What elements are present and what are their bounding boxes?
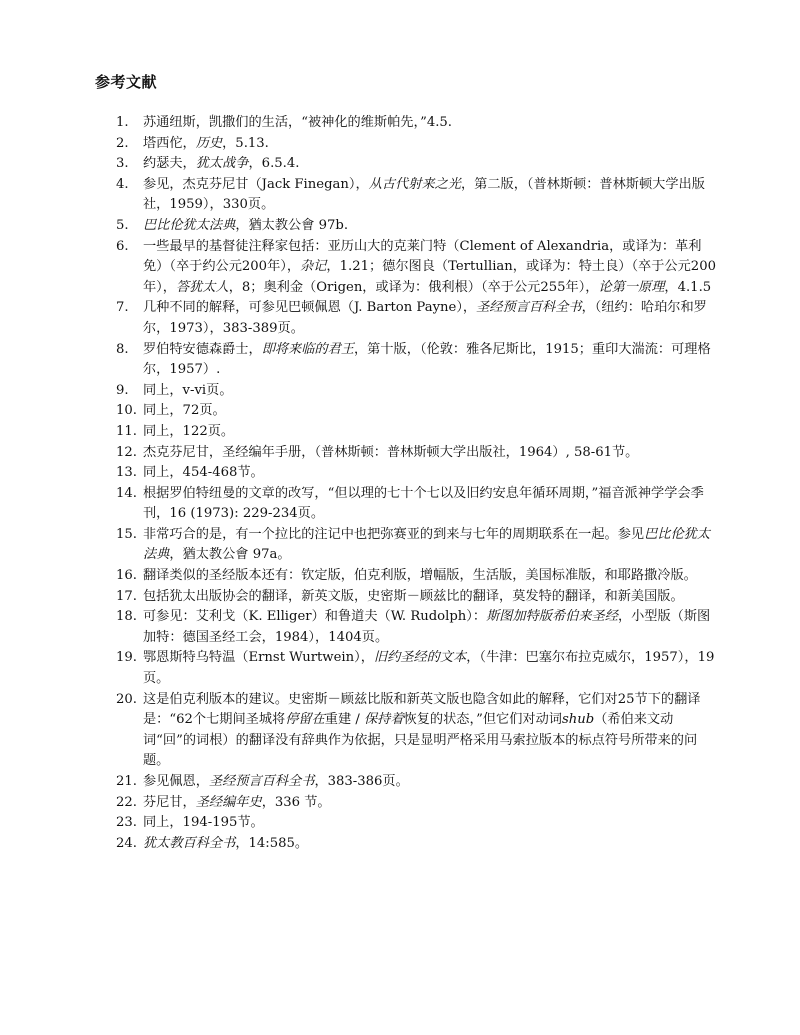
reference-entry	[116, 607, 716, 648]
reference-title-italic: 停留在	[285, 712, 325, 728]
reference-entry	[116, 587, 716, 608]
reference-text: 苏通纽斯，凯撒们的生活，“被神化的维斯帕先，”4.5.	[143, 115, 452, 130]
reference-number: 23.	[116, 815, 137, 831]
reference-number: 19.	[116, 650, 137, 666]
reference-text: ，猶太教公會 97a。	[169, 547, 291, 563]
reference-title-italic: 答犹太人	[175, 279, 229, 295]
reference-number: 16.	[116, 568, 137, 584]
reference-title-italic: 论第一原理	[598, 279, 665, 295]
reference-entry	[116, 422, 716, 443]
reference-text: 恢复的状态，”但它们对动词	[403, 712, 562, 728]
reference-entry	[116, 648, 716, 689]
reference-number: 14.	[116, 485, 137, 501]
reference-text: 杰克芬尼甘，圣经编年手册，（普林斯顿：普林斯顿大学出版社，1964）, 58-61节。	[143, 444, 639, 460]
reference-number: 2.	[116, 135, 129, 151]
reference-entry	[116, 834, 716, 855]
reference-entry	[116, 134, 716, 155]
reference-number: 24.	[116, 835, 137, 851]
reference-list	[116, 113, 716, 854]
reference-title-italic: 巴比伦犹太法典	[143, 217, 236, 233]
reference-entry	[116, 525, 716, 566]
reference-entry	[116, 298, 716, 339]
reference-entry	[116, 175, 716, 216]
reference-text: ，8；奥利金（Origen，或译为：俄利根）（卒于公元255年），	[228, 279, 599, 295]
reference-text: ，383-386页。	[314, 774, 409, 789]
reference-number: 5.	[116, 217, 129, 233]
reference-text: ，（牛津：巴塞尔布拉克威尔，1957），19页。	[143, 650, 715, 687]
reference-entry	[116, 154, 716, 175]
reference-text: 同上，72页。	[143, 403, 226, 419]
reference-text: 几种不同的解释，可参见巴顿佩恩（J. Barton Payne），	[143, 300, 477, 316]
reference-number: 8.	[116, 341, 129, 357]
reference-title-italic: 斯图加特版希伯来圣经	[486, 609, 618, 625]
reference-number: 10.	[116, 403, 137, 419]
reference-number: 11.	[116, 423, 137, 439]
reference-number: 6.	[116, 238, 129, 254]
page-title: 参考文献	[95, 73, 158, 91]
reference-text: 芬尼甘，	[143, 794, 196, 810]
reference-entry	[116, 793, 716, 814]
reference-entry	[116, 443, 716, 464]
reference-text: ，第十版，（伦敦：雅各尼斯比，1915；重印大湍流：可理格尔，1957）.	[143, 341, 711, 378]
reference-number: 22.	[116, 794, 137, 810]
reference-title-italic: 圣经预言百科全书	[208, 774, 315, 789]
reference-text: ，小型版（斯图加特：德国圣经工会，1984），1404页。	[143, 609, 711, 645]
reference-number: 15.	[116, 526, 137, 542]
reference-title-italic: 保持着	[363, 712, 404, 728]
reference-number: 13.	[116, 465, 137, 481]
reference-text: 翻译类似的圣经版本还有：钦定版，伯克利版，增幅版，生活版，美国标准版，和耶路撒冷版。	[143, 568, 697, 584]
reference-number: 17.	[116, 588, 137, 604]
reference-text: ，（纽约：哈珀尔和罗尔，1973），383-389页。	[143, 300, 707, 336]
reference-text: 同上，v-vi页。	[143, 382, 233, 398]
reference-title-italic: 圣经编年史	[195, 794, 262, 810]
reference-text: （希伯来文动词“回”的词根）的翻译没有辞典作为依据，只是显明严格采用马索拉版本的标点符号所带来的问题。	[143, 712, 698, 769]
reference-number: 3.	[116, 156, 129, 172]
reference-entry	[116, 216, 716, 237]
reference-title-italic: 犹太战争	[195, 156, 249, 172]
reference-text: 罗伯特安德森爵士，	[143, 341, 262, 357]
reference-text: 约瑟夫，	[143, 156, 196, 172]
reference-text: 一些最早的基督徒注释家包括：亚历山大的克莱门特（Clement of Alexandria，或译为：革利免）（卒于约公元200年），	[143, 238, 702, 275]
reference-text: ，1.21；德尔图良（Tertullian，或译为：特土良）（卒于公元200年），	[143, 259, 716, 295]
reference-number: 21.	[116, 774, 137, 789]
reference-entry	[116, 113, 716, 134]
reference-text: 同上，122页。	[143, 423, 235, 439]
reference-number: 20.	[116, 691, 137, 707]
reference-text: 非常巧合的是，有一个拉比的注记中也把弥赛亚的到来与七年的周期联系在一起。参见	[143, 526, 645, 542]
reference-entry	[116, 463, 716, 484]
reference-entry	[116, 340, 716, 381]
reference-title-italic: 圣经预言百科全书	[476, 300, 582, 316]
reference-title-italic: 从古代射来之光	[368, 176, 461, 192]
reference-text: ，14:585。	[235, 835, 309, 851]
reference-entry	[116, 690, 716, 772]
reference-text: 同上，454-468节。	[143, 465, 264, 481]
reference-text: ，猶太教公會 97b.	[235, 217, 349, 233]
reference-number: 9.	[116, 382, 129, 398]
reference-title-italic: 即将来临的君王	[261, 341, 354, 357]
reference-text: ，第二版，（普林斯顿：普林斯顿大学出版社，1959），330页。	[143, 176, 705, 213]
reference-entry	[116, 813, 716, 834]
reference-number: 7.	[116, 300, 129, 316]
reference-title-italic: 犹太教百科全书	[143, 835, 236, 851]
reference-text: 可参见：艾利戈（K. Elliger）和鲁道夫（W. Rudolph）：	[143, 609, 487, 625]
reference-text: ，6.5.4.	[248, 156, 300, 172]
reference-text: 这是伯克利版本的建议。史密斯－顾兹比版和新英文版也隐含如此的解释，它们对25节下的翻译是：“62个七期间圣城将	[143, 691, 701, 728]
reference-title-italic: 巴比伦犹太法典	[143, 526, 711, 563]
reference-text: 根据罗伯特纽曼的文章的改写，“但以理的七十个七以及旧约安息年循环周期，”福音派神学学会季刊，16 (1973): 229-234页。	[143, 485, 704, 522]
reference-entry	[116, 772, 716, 793]
reference-entry	[116, 401, 716, 422]
reference-number: 1.	[116, 115, 129, 130]
reference-text: ，336 节。	[261, 794, 331, 810]
reference-number: 4.	[116, 176, 129, 192]
reference-number: 18.	[116, 609, 137, 625]
reference-entry	[116, 566, 716, 587]
reference-entry	[116, 484, 716, 525]
reference-text: 包括犹太出版协会的翻译，新英文版，史密斯－顾兹比的翻译，莫发特的翻译，和新美国版。	[143, 588, 684, 604]
reference-text: 塔西佗，	[143, 135, 196, 151]
reference-text: 鄂恩斯特乌特温（Ernst Wurtwein），	[143, 650, 374, 666]
reference-title-italic: 杂记	[300, 259, 327, 275]
reference-text: 同上，194-195节。	[143, 815, 264, 831]
reference-text: 重建 /	[324, 712, 364, 728]
reference-entry	[116, 381, 716, 402]
reference-entry	[116, 237, 716, 299]
reference-title-italic: 历史	[195, 135, 223, 151]
reference-text: 参见佩恩，	[143, 774, 209, 789]
reference-text: ，4.1.5	[664, 279, 712, 295]
reference-number: 12.	[116, 444, 137, 460]
reference-text: 参见，杰克芬尼甘（Jack Finegan），	[143, 176, 369, 192]
reference-title-italic: 旧约圣经的文本	[373, 650, 467, 666]
reference-text: ，5.13.	[222, 135, 269, 151]
reference-title-italic: shub	[561, 712, 595, 728]
